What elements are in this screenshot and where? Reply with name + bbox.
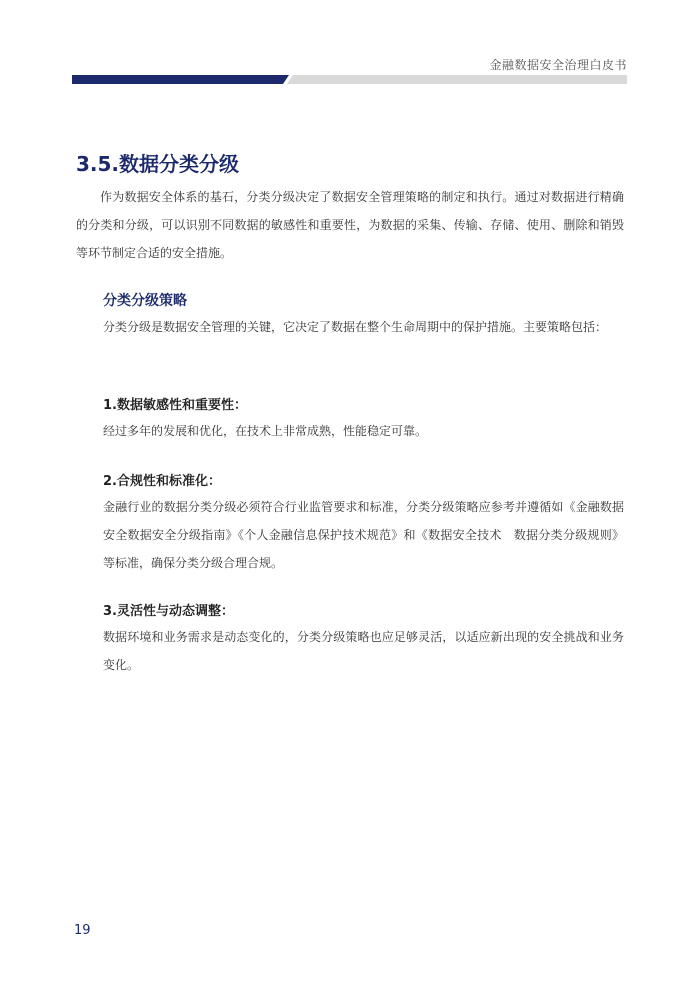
page-number: 19	[74, 923, 91, 938]
section-intro-paragraph: 作为数据安全体系的基石，分类分级决定了数据安全管理策略的制定和执行。通过对数据进行精确的分类和分级，可以识别不同数据的敏感性和重要性，为数据的采集、传输、存储、使用、删除和销毁等环节制定合适的安全措施。	[76, 190, 624, 260]
item-title-compliance: 2.合规性和标准化：	[103, 474, 221, 489]
strategy-subtitle: 分类分级策略	[103, 293, 187, 309]
item-text-sensitivity: 经过多年的发展和优化，在技术上非常成熟，性能稳定可靠。	[103, 424, 428, 438]
item-text-compliance: 金融行业的数据分类分级必须符合行业监管要求和标准，分类分级策略应参考并遵循如《金融数据安全数据安全分级指南》《个人金融信息保护技术规范》和《数据安全技术 数据分类分级规则》等标准，确保分类分级合理合规。	[103, 500, 624, 570]
item-text-flexibility: 数据环境和业务需求是动态变化的，分类分级策略也应足够灵活，以适应新出现的安全挑战和业务变化。	[103, 630, 624, 672]
header-decorative-bar	[72, 75, 627, 84]
item-title-sensitivity: 1.数据敏感性和重要性：	[103, 398, 247, 413]
strategy-intro-paragraph: 分类分级是数据安全管理的关键，它决定了数据在整个生命周期中的保护措施。主要策略包括：	[103, 320, 608, 334]
item-title-flexibility: 3.灵活性与动态调整：	[103, 604, 234, 619]
section-title: 3.5.数据分类分级	[76, 152, 240, 176]
header-title: 金融数据安全治理白皮书	[489, 58, 627, 72]
